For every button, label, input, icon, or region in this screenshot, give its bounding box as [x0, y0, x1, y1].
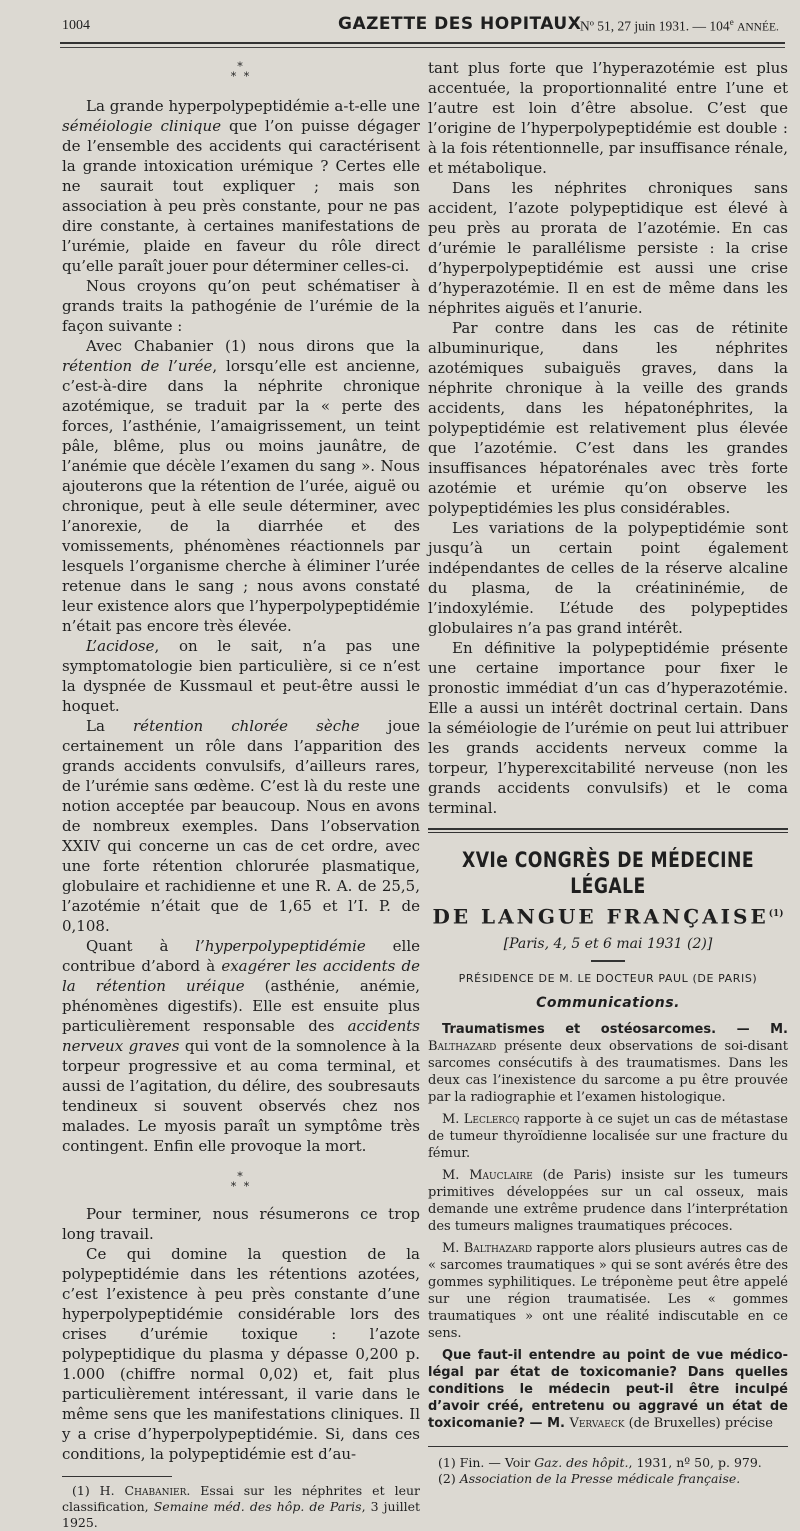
- author-name: Balthazard: [463, 1240, 533, 1256]
- communication-title: Traumatismes et ostéosarcomes. — M.: [442, 1021, 788, 1037]
- issue-info: [580, 17, 779, 35]
- author-name: Mauclaire: [469, 1167, 533, 1183]
- footnote: [62, 1483, 420, 1531]
- emphasis: Association de la Presse médicale française.: [459, 1470, 741, 1486]
- communication: [428, 1021, 788, 1106]
- footnote: [428, 1455, 788, 1471]
- paragraph: tant plus forte que l’hyperazotémie est plus accentuée, la proportionnalité entre l’une et l’autre est loin d’être absolue. C’est que l’origine de l’hyperpolypeptidémie est double : à la fois rétentionnelle, par insuffisance rénale, et métabolique.: [428, 59, 788, 177]
- paragraph: [62, 936, 420, 1156]
- left-column: [62, 58, 420, 1531]
- author-name: Chabanier: [124, 1483, 187, 1498]
- issue-ordinal: e: [729, 17, 734, 27]
- paragraph: Dans les néphrites chroniques sans accident, l’azote polypeptidique est élevé à peu près au prorata de l’azotémie. En cas d’urémie le parallélisme persiste : la crise d’hyperpolypeptidémie est aussi une crise d’hyperazotémie. Il en est de même dans les néphrites aiguës et l’anurie.: [428, 179, 788, 317]
- communication: [428, 1240, 788, 1342]
- text: présente deux observations de soi-disant sarcomes consécutifs à des traumatismes. Dans les deux cas l’inexistence du sarcome a pu être prouvée par la radiographie et l’examen histologique.: [428, 1038, 788, 1105]
- paragraph: [62, 336, 420, 636]
- communication: [428, 1111, 788, 1162]
- author-name: Leclercq: [463, 1111, 520, 1127]
- author-name: Balthazard: [428, 1038, 497, 1054]
- paragraph: [62, 96, 420, 276]
- text: , on le sait, n’a pas une symptomatologie bien particulière, si ce n’est la dyspnée de Kussmaul et peut-être aussi le hoquet.: [62, 637, 420, 715]
- text: (de Paris) insiste sur les tumeurs primitives développées sur un cal osseux, mais demande une extrême prudence dans l’interprétation des tumeurs malignes traumatiques précoces.: [428, 1167, 789, 1234]
- presidence-line: PRÉSIDENCE DE M. LE DOCTEUR PAUL (DE PARIS): [458, 971, 758, 985]
- text: (de Bruxelles) précise: [624, 1415, 773, 1431]
- footnote-ref: (1): [768, 909, 784, 919]
- footnote: [428, 1471, 788, 1487]
- communication-title: Que faut-il entendre au point de vue médico-légal par état de toxicomanie? Dans quelles conditions le médecin peut-il être inculpé d’avoir créé, entretenu ou aggravé un état de toxicomanie? — M.: [428, 1347, 788, 1431]
- text: rapporte alors plusieurs autres cas de « sarcomes traumatiques » qui se sont avérés être des gommes syphilitiques. Le tréponème peut être appelé sur une région traumatisée. Les « gommes traumatiques » ont une réalité indiscutable en ce sens.: [428, 1240, 788, 1341]
- communication: [428, 1167, 788, 1235]
- running-header: [0, 14, 800, 36]
- page-number: 1004: [62, 18, 90, 33]
- communications-list: [428, 1021, 788, 1432]
- text: La grande hyperpolypeptidémie a-t-elle une: [86, 97, 420, 115]
- paragraph: [62, 716, 420, 936]
- emphasis: accidents nerveux graves: [62, 1017, 420, 1055]
- text: , 1931, nº 50, p. 979.: [628, 1454, 762, 1470]
- congress-title: XVIe CONGRÈS DE MÉDECINE LÉGALE: [462, 848, 754, 898]
- journal-title: GAZETTE DES HOPITAUX: [338, 14, 582, 34]
- footnote-rule: [428, 1446, 788, 1447]
- text: (2): [438, 1470, 460, 1486]
- text: (asthénie, anémie, phénomènes digestifs). Elle est ensuite plus particulièrement responsable des: [62, 977, 420, 1035]
- emphasis: Gaz. des hôpit.: [534, 1454, 629, 1470]
- paragraph: Ce qui domine la question de la polypeptidémie dans les rétentions azotées, c’est l’existence à peu près constante d’une hyperpolypeptidémie considérable lors des crises d’urémie toxique : l’azote polypeptidique du plasma y dépasse 0,200 p. 1.000 (chiffre normal 0,02) et, fait plus particulièrement intéressant, il varie dans le même sens que les manifestations cliniques. Il y a crise d’hyperpolypeptidémie. Si, dans ces conditions, la polypeptidémie est d’au-: [62, 1245, 420, 1463]
- header-rule-thin: [60, 47, 785, 48]
- text: elle contribue d’abord à: [62, 937, 420, 975]
- text: rapporte à ce sujet un cas de métastase de tumeur thyroïdienne localisée sur une fracture du fémur.: [428, 1111, 789, 1161]
- section-rule-thin: [428, 832, 788, 833]
- paragraph: Nous croyons qu’on peut schématiser à grands traits la pathogénie de l’urémie de la façon suivante :: [62, 277, 420, 335]
- text: , 3 juillet 1925.: [62, 1499, 420, 1530]
- text: (1) H.: [72, 1483, 125, 1498]
- paragraph: Les variations de la polypeptidémie sont jusqu’à un certain point également indépendantes de celles de la réserve alcaline du plasma, de la créatininémie, de l’indoxylémie. L’étude des polypeptides globulaires n’a pas grand intérêt.: [428, 519, 788, 637]
- paragraph: En définitive la polypeptidémie présente une certaine importance pour fixer le pronostic immédiat d’un cas d’hyperazotémie. Elle a aussi un intérêt doctrinal certain. Dans la séméiologie de l’urémie on peut lui attribuer les grands accidents nerveux comme la torpeur, l’hyperexcitabilité nerveuse (non les grands accidents convulsifs) et le coma terminal.: [428, 639, 788, 817]
- text: que l’on puisse dégager de l’ensemble des accidents qui caractérisent la grande intoxication urémique ? Certes elle ne saurait tout expliquer ; mais son association à peu près constante, pour ne pas dire constante, à certaines manifestations de l’urémie, plaide en faveur du rôle direct qu’elle paraît jouer pour déterminer celles-ci.: [62, 117, 420, 275]
- text: DE LANGUE FRANÇAISE: [432, 904, 769, 929]
- emphasis: séméiologie clinique: [62, 117, 222, 135]
- emphasis: Semaine méd. des hôp. de Paris: [153, 1499, 362, 1514]
- emphasis: rétention chlorée sèche: [133, 717, 360, 735]
- right-column: [428, 58, 788, 1487]
- header-rule: [60, 42, 785, 44]
- issue-year-label: ANNÉE.: [737, 21, 779, 34]
- text: M.: [442, 1167, 470, 1183]
- congress-date: [Paris, 4, 5 et 6 mai 1931 (2)]: [503, 935, 713, 952]
- text: joue certainement un rôle dans l’apparition des grands accidents convulsifs, d’ailleurs rares, de l’urémie sans œdème. C’est là du reste une notion acceptée par beaucoup. Nous en avons de nombreux exemples. Dans l’observation XXIV qui concerne un cas de cet ordre, avec une forte rétention chlorurée plasmatique, globulaire et rachidienne et une R. A. de 25,5, l’azotémie n’était que de 1,65 et l’I. P. de 0,108.: [62, 717, 421, 935]
- paragraph: Pour terminer, nous résumerons ce trop long travail.: [62, 1205, 420, 1243]
- paragraph: Par contre dans les cas de rétinite albuminurique, dans les néphrites azotémiques subaiguës graves, dans la néphrite chronique à la veille des grands accidents, dans les hépatonéphrites, la polypeptidémie est relativement plus élevée que l’azotémie. C’est dans les grandes insuffisances hépatorénales avec très forte azotémie et urémie qu’on observe les polypeptidémies les plus considérables.: [428, 319, 788, 517]
- communications-heading: Communications.: [536, 994, 680, 1011]
- communication: [428, 1347, 788, 1432]
- congress-subtitle: [428, 901, 788, 930]
- section-asterisks: * * *: [230, 1170, 252, 1193]
- short-rule: [591, 960, 625, 962]
- text: Avec Chabanier (1) nous dirons que la: [86, 337, 420, 355]
- text: . Essai sur les néphrites et leur classification,: [62, 1483, 421, 1514]
- text: , lorsqu’elle est ancienne, c’est-à-dire dans la néphrite chronique azotémique, se traduit par la « perte des forces, l’asthénie, l’amaigrissement, un teint pâle, blême, plus ou moins jaunâtre, de l’anémie que décèle l’examen du sang ». Nous ajouterons que la rétention de l’urée, aiguë ou chronique, peut à elle seule déterminer, avec l’anorexie, de la diarrhée et des vomissements, phénomènes réactionnels par lesquels l’organisme cherche à éliminer l’urée retenue dans le sang ; nous avons constaté leur existence alors que l’hyperpolypeptidémie n’était pas encore très élevée.: [62, 357, 420, 635]
- emphasis: l’hyperpolypeptidémie: [195, 937, 366, 955]
- footnote-rule: [62, 1476, 172, 1477]
- text: M.: [442, 1111, 464, 1127]
- text: La: [86, 717, 134, 735]
- text: Quant à: [86, 937, 196, 955]
- emphasis: L’acidose: [86, 637, 155, 655]
- section-rule: [428, 828, 788, 830]
- author-name: Vervaeck: [569, 1415, 625, 1431]
- emphasis: rétention de l’urée: [62, 357, 213, 375]
- paragraph: [62, 636, 420, 716]
- text: M.: [442, 1240, 464, 1256]
- section-asterisks: * * *: [230, 60, 252, 83]
- text: (1) Fin. — Voir: [438, 1454, 535, 1470]
- text: qui vont de la somnolence à la torpeur progressive et au coma terminal, et aussi de l’agitation, du délire, des soubresauts tendineux si souvent observés chez nos malades. Le myosis paraît un symptôme très contingent. Enfin elle provoque la mort.: [62, 1037, 420, 1155]
- emphasis: exagérer les accidents de la rétention uréique: [62, 957, 420, 995]
- issue-date: Nº 51, 27 juin 1931. — 104: [580, 18, 730, 34]
